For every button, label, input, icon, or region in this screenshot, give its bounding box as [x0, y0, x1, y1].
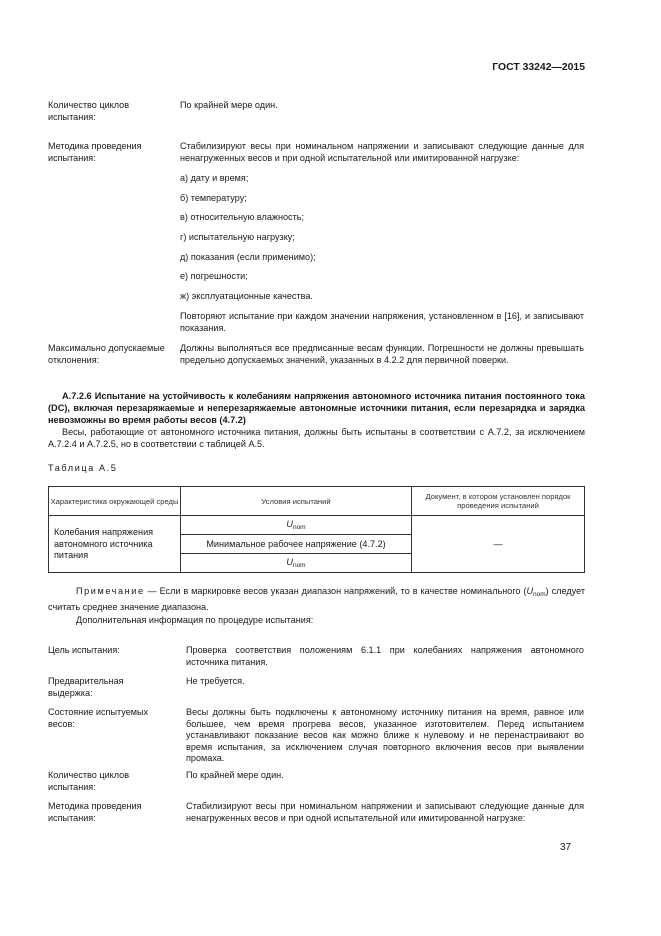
table-caption: Таблица А.5: [48, 463, 118, 473]
note: [48, 585, 585, 614]
page-number: 37: [560, 842, 572, 853]
table-a5: [48, 486, 585, 573]
note-text-b: ) следует считать среднее значение диапазона.: [48, 586, 585, 612]
note-text-a: — Если в маркировке весов указан диапазон напряжений, то в качестве номинального (: [144, 586, 527, 596]
table-header-document: Документ, в котором установлен порядок проведения испытаний: [412, 487, 585, 516]
method-label: Методика проведения испытания:: [48, 801, 142, 823]
list-item: ж) эксплуатационные качества.: [180, 291, 313, 301]
table-header-env: Характеристика окружающей среды: [49, 487, 181, 516]
method-label: Методика проведения испытания:: [48, 141, 142, 163]
maxdev-value: Должны выполняться все предписанные весам функции. Погрешности не должны превышать предельно допускаемых значений, указанных в 4.2.2 для первичной поверки.: [180, 343, 584, 365]
table-cell-env: Колебания напряжения автономного источника питания: [49, 516, 181, 573]
note-label: Примечание: [76, 586, 145, 596]
voltage-subscript: nom: [533, 591, 546, 598]
cycles-value: По крайней мере один.: [180, 100, 278, 110]
voltage-subscript: nom: [292, 524, 306, 531]
method-intro: Стабилизируют весы при номинальном напряжении и записывают следующие данные для ненагруженных весов и при одной испытательной или имитированной нагрузке:: [180, 141, 584, 163]
voltage-subscript: nom: [292, 562, 306, 569]
list-item: г) испытательную нагрузку;: [180, 232, 295, 242]
extra-info: Дополнительная информация по процедуре испытания:: [76, 615, 314, 625]
list-item: д) показания (если применимо);: [180, 252, 316, 262]
list-item: в) относительную влажность;: [180, 212, 305, 222]
maxdev-label: Максимально допускаемые отклонения:: [48, 343, 165, 365]
preconditioning-value: Не требуется.: [186, 676, 245, 686]
goal-value: Проверка соответствия положениям 6.1.1 при колебаниях напряжения автономного источника питания.: [186, 645, 584, 667]
table-cell-document: —: [412, 516, 585, 573]
goal-label: Цель испытания:: [48, 645, 120, 655]
list-item: б) температуру;: [180, 193, 247, 203]
table-cell-unom: [181, 516, 412, 535]
list-item: е) погрешности;: [180, 271, 248, 281]
cycles-label: Количество циклов испытания:: [48, 770, 130, 792]
table-header-conditions: Условия испытаний: [181, 487, 412, 516]
repeat-text: Повторяют испытание при каждом значении напряжения, установленном в [16], и записывают показания.: [180, 311, 584, 333]
section-body: Весы, работающие от автономного источника питания, должны быть испытаны в соответствии с А.7.2, за исключением А.7.2.4 и А.7.2.5, но в соответствии с таблицей А.5.: [48, 427, 585, 449]
cycles-label: Количество циклов испытания:: [48, 100, 130, 122]
state-value: Весы должны быть подключены к автономному источнику питания на время, равное или большее, чем время прогрева весов, указанное изготовителем. Перед испытанием устанавливают показание весов как можно ближе к нулевому и не перенастраивают во время испытания, за исключением случая повторного включения весов при выявлении промаха.: [186, 707, 584, 763]
state-label: Состояние испытуемых весов:: [48, 707, 149, 729]
cycles-value: По крайней мере один.: [186, 770, 284, 780]
table-cell-min-voltage: Минимальное рабочее напряжение (4.7.2): [181, 535, 412, 554]
table-cell-unom: [181, 554, 412, 573]
preconditioning-label: Предварительная выдержка:: [48, 676, 124, 698]
voltage-symbol: U: [286, 519, 293, 529]
section-heading: А.7.2.6 Испытание на устойчивость к колебаниям напряжения автономного источника питания постоянного тока (DC), включая перезаряжаемые и неперезаряжаемые автономные источники питания, если перезарядка и зарядка невозможны во время работы весов (4.7.2): [48, 391, 585, 425]
voltage-symbol: U: [526, 586, 534, 596]
voltage-symbol: U: [286, 557, 293, 567]
list-item: а) дату и время;: [180, 173, 249, 183]
document-code: ГОСТ 33242—2015: [492, 62, 585, 73]
method-value: Стабилизируют весы при номинальном напряжении и записывают следующие данные для ненагруженных весов и при одной испытательной или имитированной нагрузке:: [186, 801, 584, 823]
